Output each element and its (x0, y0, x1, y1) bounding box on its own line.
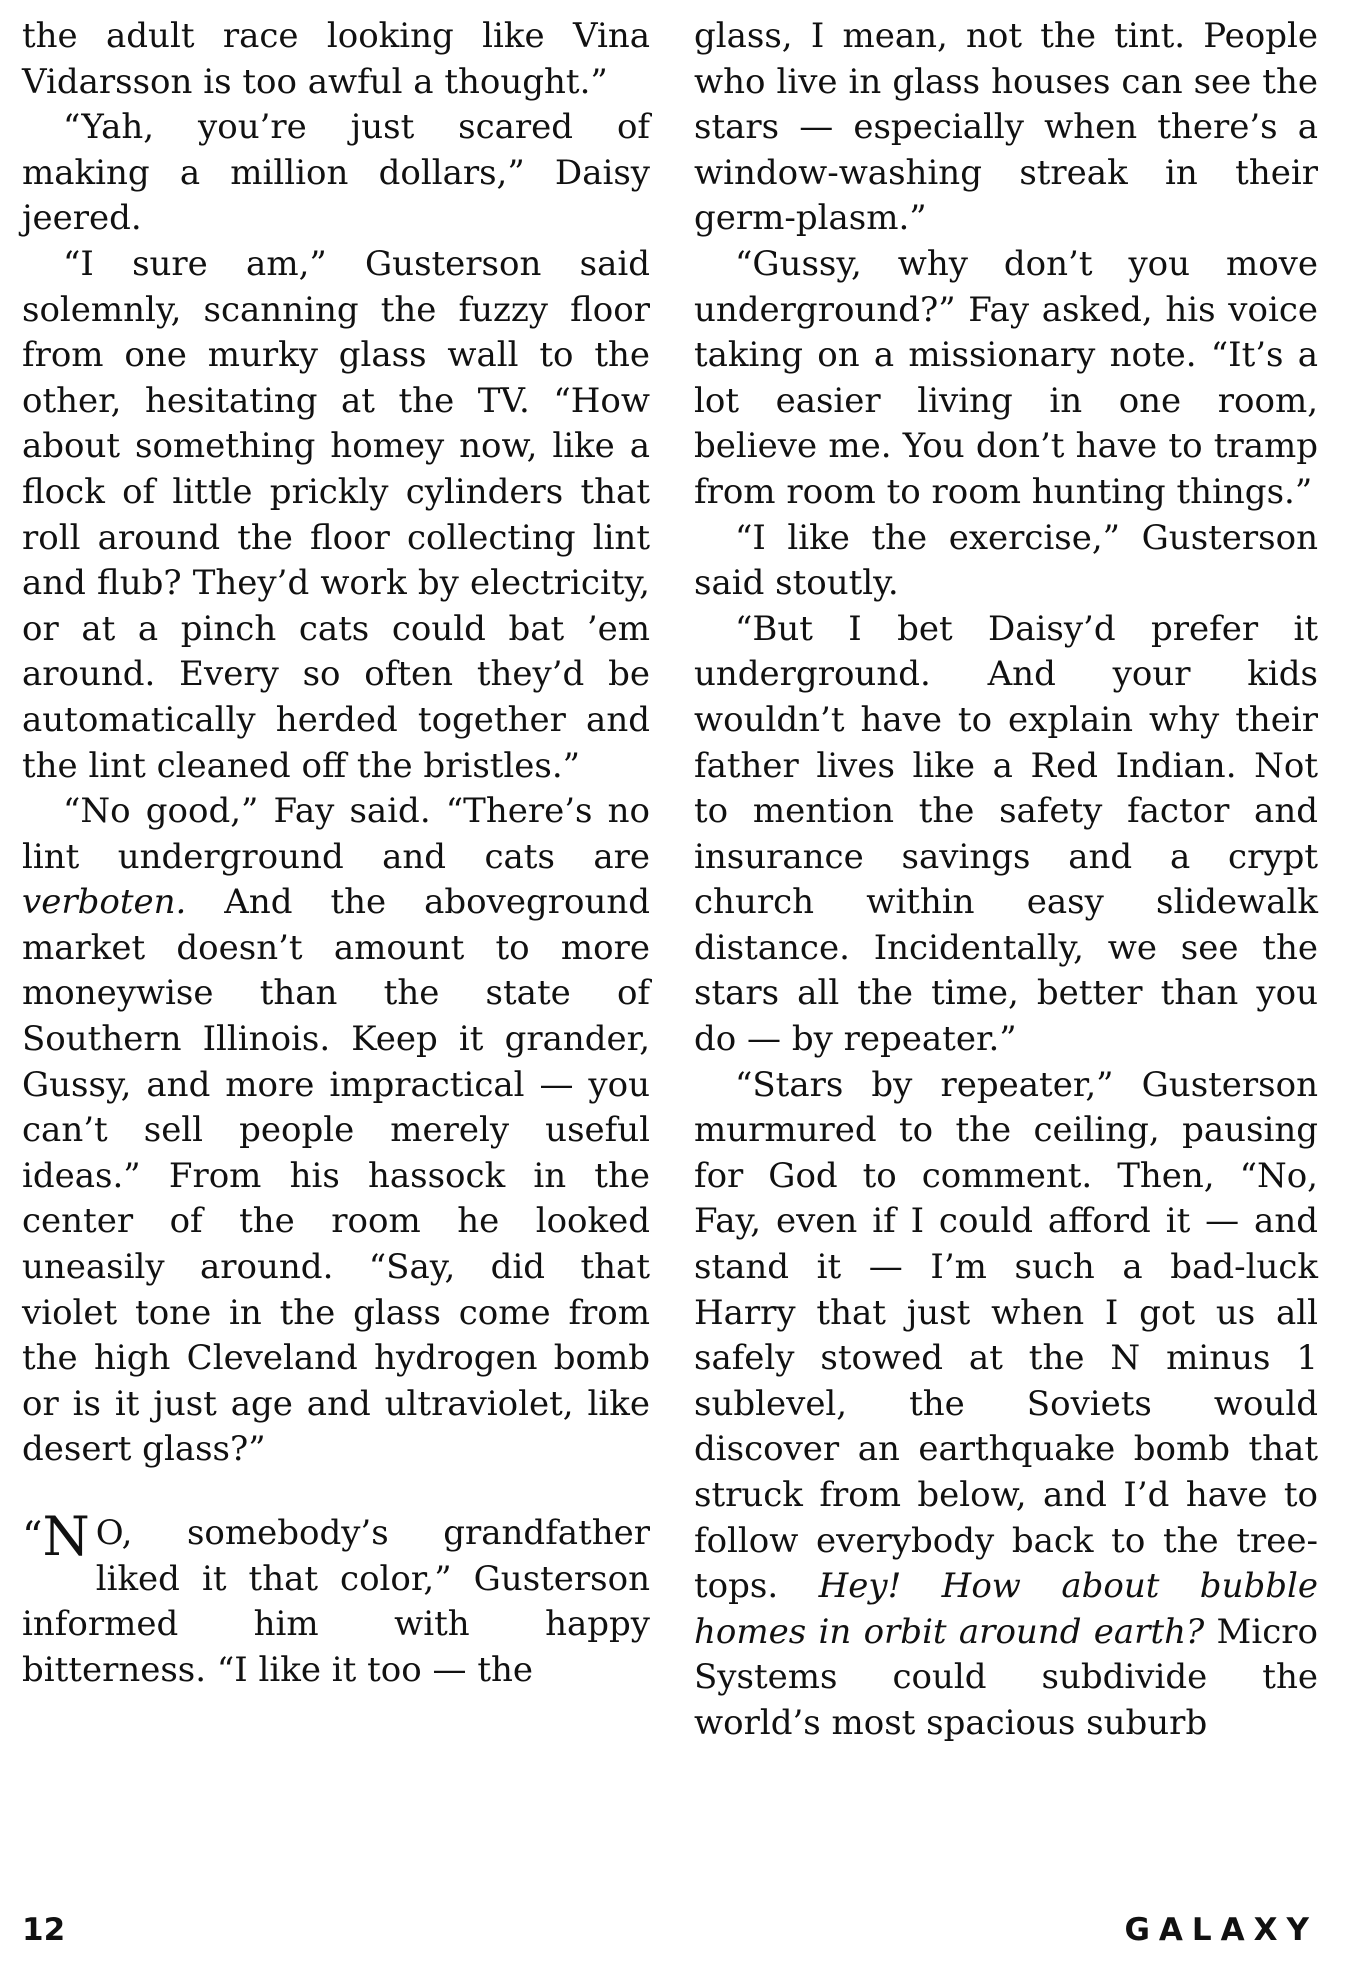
left-column (22, 14, 650, 1693)
paragraph: “But I bet Daisy’d prefer it underground. And your kids wouldn’t have to explain why their father lives like a Red Indian. Not to mention the safety factor and insurance savings and a crypt church within easy slidewalk distance. Incidentally, we see the stars all the time, better than you do — by repeater.” (694, 608, 1318, 1060)
drop-cap-letter: N (42, 1505, 90, 1568)
paragraph-dropcap (22, 1505, 650, 1693)
text-run: And the aboveground market doesn’t amount to more moneywise than the state of Southern Illinois. Keep it grander, Gussy, and more impractical — you can’t sell people merely useful ideas.” From his hassock in the center of the room he looked uneasily around. “Say, did that violet tone in the glass come from the high Cleveland hydrogen bomb or is it just age and ultraviolet, like desert glass?” (22, 882, 650, 1470)
page-number: 12 (22, 1912, 66, 1948)
paragraph: “I like the exercise,” Gusterson said stoutly. (694, 517, 1318, 604)
paragraph (22, 789, 650, 1473)
paragraph: “Yah, you’re just scared of making a million dollars,” Daisy jeered. (22, 107, 650, 239)
text-run: “No good,” Fay said. “There’s no lint underground and cats are (22, 791, 650, 877)
italic-text: Hey! How about bubble homes in orbit around earth? (694, 1566, 1318, 1652)
magazine-title: GALAXY (1124, 1912, 1318, 1948)
paragraph: glass, I mean, not the tint. People who live in glass houses can see the stars — especially when there’s a window-washing streak in their germ-plasm.” (694, 16, 1318, 239)
right-column (694, 14, 1318, 1747)
paragraph: “I sure am,” Gusterson said solemnly, scanning the fuzzy floor from one murky glass wall to the other, hesitating at the TV. “How about something homey now, like a flock of little prickly cylinders that roll around the floor collecting lint and flub? They’d work by electricity, or at a pinch cats could bat ’em around. Every so often they’d be automatically herded together and the lint cleaned off the bristles.” (22, 243, 650, 786)
paragraph: the adult race looking like Vina Vidarsson is too awful a thought.” (22, 16, 650, 102)
text-run: O, somebody’s grandfather liked it that color,” Gusterson informed him with happy bitterness. “I like it too — the (22, 1513, 650, 1690)
drop-cap-quote: “ (22, 1514, 43, 1560)
italic-text: verboten. (22, 882, 187, 923)
text-run: “Stars by repeater,” Gusterson murmured to the ceiling, pausing for God to comment. Then, “No, Fay, even if I could afford it — and stand it — I’m such a bad-luck Harry that just when I got us all safely stowed at the N minus 1 sublevel, the Soviets would discover an earthquake bomb that struck from below, and I’d have to follow everybody back to the treetops. (694, 1064, 1318, 1607)
paragraph: “Gussy, why don’t you move underground?” Fay asked, his voice taking on a missionary note. “It’s a lot easier living in one room, believe me. You don’t have to tramp from room to room hunting things.” (694, 243, 1318, 512)
text-run: Micro Systems could subdivide the world’s most spacious suburb (694, 1611, 1318, 1743)
drop-cap (22, 1505, 90, 1568)
paragraph (694, 1063, 1318, 1747)
